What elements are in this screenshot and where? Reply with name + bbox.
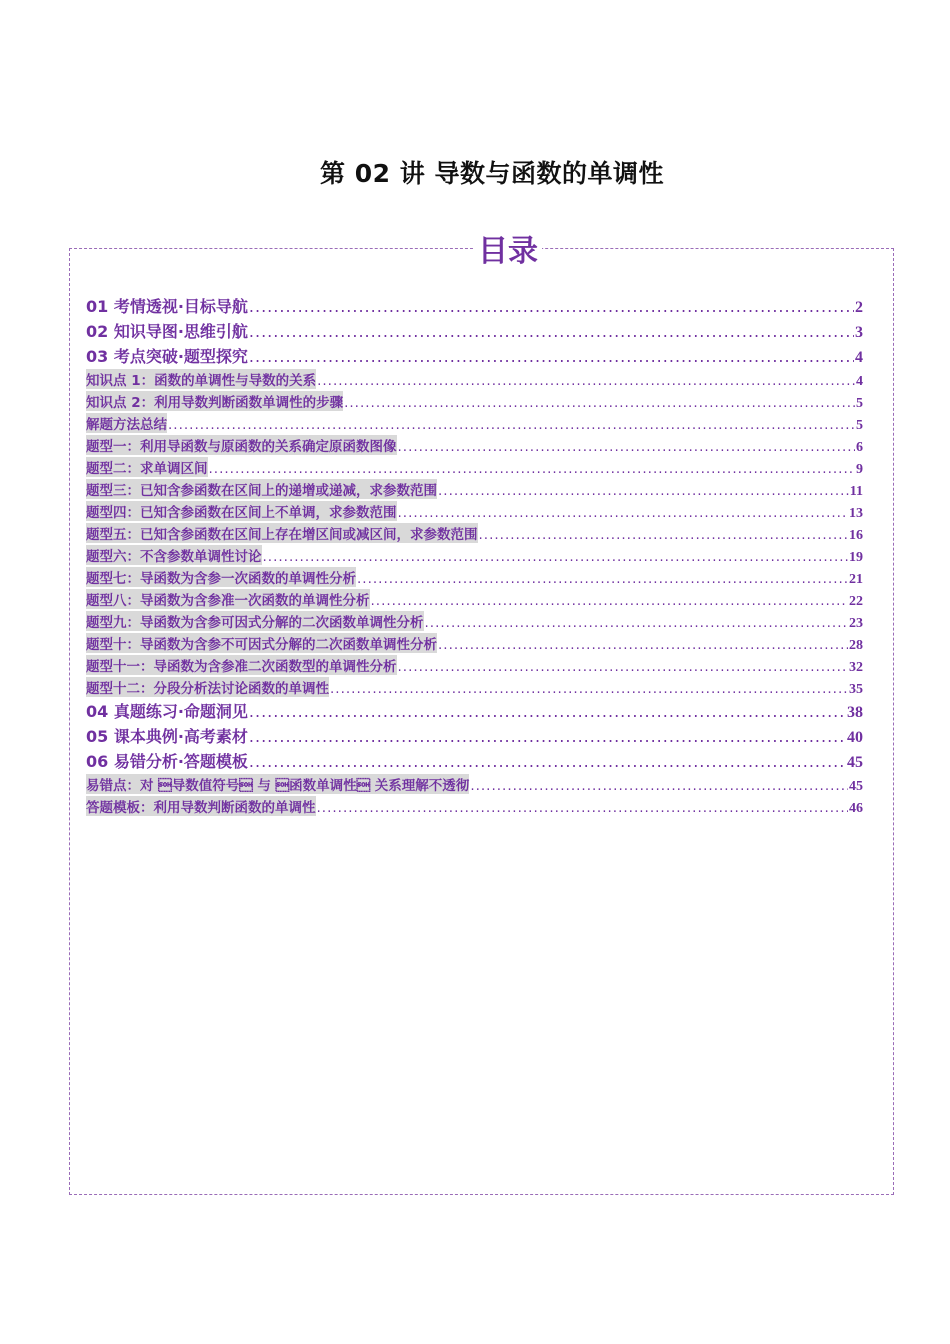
toc-page-number: 46 bbox=[849, 801, 863, 816]
toc-section-link[interactable] bbox=[86, 344, 863, 369]
toc-dot-leader bbox=[263, 549, 849, 565]
toc-entry-label: 04 真题练习·命题洞见 bbox=[86, 702, 248, 721]
toc-page-number: 3 bbox=[855, 324, 863, 341]
toc-page-number: 6 bbox=[856, 440, 863, 455]
toc-subsection-link[interactable] bbox=[86, 501, 863, 523]
toc-entry-label: 题型十二：分段分析法讨论函数的单调性 bbox=[86, 677, 329, 697]
toc-dot-leader bbox=[209, 461, 856, 477]
toc-page-number: 38 bbox=[847, 704, 863, 721]
toc-entry-label: 题型六：不含参数单调性讨论 bbox=[86, 545, 262, 565]
toc-page-number: 9 bbox=[856, 462, 863, 477]
toc-dot-leader bbox=[249, 702, 846, 721]
toc-entry-label: 05 课本典例·高考素材 bbox=[86, 727, 248, 746]
toc-entry-label: 03 考点突破·题型探究 bbox=[86, 347, 248, 366]
toc-page-number: 5 bbox=[856, 418, 863, 433]
toc-page-number: 4 bbox=[855, 349, 863, 366]
toc-entry-label: 解题方法总结 bbox=[86, 413, 167, 433]
toc-subsection-link[interactable] bbox=[86, 796, 863, 818]
toc-dot-leader bbox=[168, 417, 855, 433]
toc-section-link[interactable] bbox=[86, 699, 863, 724]
document-title: 第 02 讲 导数与函数的单调性 bbox=[320, 159, 664, 188]
toc-section-link[interactable] bbox=[86, 294, 863, 319]
toc-entry-label: 题型三：已知含参函数在区间上的递增或递减，求参数范围 bbox=[86, 479, 437, 499]
toc-dot-leader bbox=[249, 752, 846, 771]
toc-page-number: 2 bbox=[855, 299, 863, 316]
toc-entry-label: 知识点 1：函数的单调性与导数的关系 bbox=[86, 369, 316, 389]
toc-page-number: 35 bbox=[849, 682, 863, 697]
toc-page-number: 19 bbox=[849, 550, 863, 565]
toc-entry-label: 题型五：已知含参函数在区间上存在增区间或减区间，求参数范围 bbox=[86, 523, 478, 543]
toc-heading bbox=[0, 232, 950, 272]
toc-entry-label: 答题模板：利用导数判断函数的单调性 bbox=[86, 796, 316, 816]
toc-dot-leader bbox=[479, 527, 849, 543]
toc-subsection-link[interactable] bbox=[86, 589, 863, 611]
toc-entry-label: 06 易错分析·答题模板 bbox=[86, 752, 248, 771]
toc-page-number: 4 bbox=[856, 374, 863, 389]
toc-subsection-link[interactable] bbox=[86, 633, 863, 655]
toc-subsection-link[interactable] bbox=[86, 677, 863, 699]
toc-page-number: 21 bbox=[849, 572, 863, 587]
toc-dot-leader bbox=[438, 637, 848, 653]
toc-entry-label: 题型一：利用导函数与原函数的关系确定原函数图像 bbox=[86, 435, 397, 455]
toc-dot-leader bbox=[317, 800, 849, 816]
toc-subsection-link[interactable] bbox=[86, 479, 863, 501]
toc-heading-text: 目录 bbox=[474, 234, 542, 269]
toc-page-number: 32 bbox=[849, 660, 863, 675]
toc-dot-leader bbox=[470, 778, 848, 794]
toc-section-link[interactable] bbox=[86, 749, 863, 774]
toc-entry-label: 题型四：已知含参函数在区间上不单调，求参数范围 bbox=[86, 501, 397, 521]
toc-dot-leader bbox=[398, 439, 856, 455]
toc-page-number: 22 bbox=[849, 594, 863, 609]
toc-section-link[interactable] bbox=[86, 724, 863, 749]
toc-dot-leader bbox=[249, 297, 854, 316]
toc-page-number: 5 bbox=[856, 396, 863, 411]
toc-subsection-link[interactable] bbox=[86, 545, 863, 567]
toc-page-number: 40 bbox=[847, 729, 863, 746]
toc-dot-leader bbox=[357, 571, 848, 587]
toc-entry-label: 题型二：求单调区间 bbox=[86, 457, 208, 477]
toc-subsection-link[interactable] bbox=[86, 457, 863, 479]
toc-dot-leader bbox=[438, 483, 849, 499]
toc-dot-leader bbox=[344, 395, 855, 411]
toc-dot-leader bbox=[249, 347, 854, 366]
toc-dot-leader bbox=[330, 681, 848, 697]
toc-entry-label: 知识点 2：利用导数判断函数单调性的步骤 bbox=[86, 391, 343, 411]
toc-entry-label: 题型七：导函数为含参一次函数的单调性分析 bbox=[86, 567, 356, 587]
toc-section-link[interactable] bbox=[86, 319, 863, 344]
toc-dot-leader bbox=[249, 322, 854, 341]
toc-list bbox=[86, 294, 863, 818]
toc-entry-label: 题型十：导函数为含参不可因式分解的二次函数单调性分析 bbox=[86, 633, 437, 653]
toc-subsection-link[interactable] bbox=[86, 655, 863, 677]
toc-entry-label: 易错点：对 导数值符号 与 函数单调性 关系理解不透彻 bbox=[86, 774, 469, 794]
toc-page-number: 16 bbox=[849, 528, 863, 543]
toc-dot-leader bbox=[398, 659, 849, 675]
toc-dot-leader bbox=[371, 593, 849, 609]
toc-entry-label: 01 考情透视·目标导航 bbox=[86, 297, 248, 316]
toc-entry-label: 题型九：导函数为含参可因式分解的二次函数单调性分析 bbox=[86, 611, 424, 631]
toc-entry-label: 题型八：导函数为含参准一次函数的单调性分析 bbox=[86, 589, 370, 609]
toc-page-number: 23 bbox=[849, 616, 863, 631]
toc-page-number: 45 bbox=[849, 779, 863, 794]
toc-dot-leader bbox=[249, 727, 846, 746]
toc-subsection-link[interactable] bbox=[86, 435, 863, 457]
toc-subsection-link[interactable] bbox=[86, 413, 863, 435]
toc-dot-leader bbox=[398, 505, 849, 521]
toc-subsection-link[interactable] bbox=[86, 611, 863, 633]
toc-entry-label: 题型十一：导函数为含参准二次函数型的单调性分析 bbox=[86, 655, 397, 675]
toc-subsection-link[interactable] bbox=[86, 369, 863, 391]
toc-subsection-link[interactable] bbox=[86, 774, 863, 796]
toc-dot-leader bbox=[317, 373, 855, 389]
toc-subsection-link[interactable] bbox=[86, 523, 863, 545]
toc-dot-leader bbox=[425, 615, 849, 631]
toc-page-number: 11 bbox=[849, 484, 863, 499]
toc-subsection-link[interactable] bbox=[86, 567, 863, 589]
toc-subsection-link[interactable] bbox=[86, 391, 863, 413]
toc-entry-label: 02 知识导图·思维引航 bbox=[86, 322, 248, 341]
toc-page-number: 45 bbox=[847, 754, 863, 771]
toc-page-number: 13 bbox=[849, 506, 863, 521]
toc-page-number: 28 bbox=[849, 638, 863, 653]
